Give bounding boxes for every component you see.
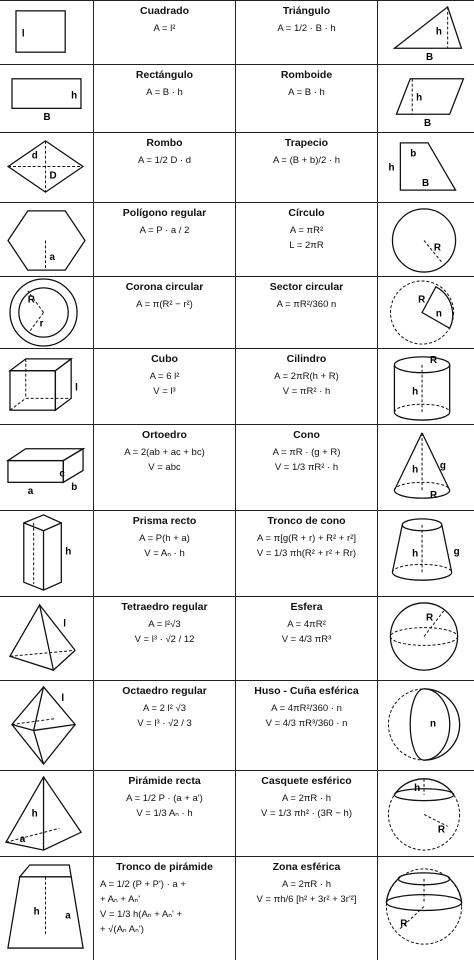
- formula: A = 1/2 P · (a + a'): [126, 793, 203, 804]
- shape-diagram: [378, 1, 474, 64]
- formula-cell-right: [236, 349, 378, 424]
- shape-diagram: [0, 597, 93, 680]
- formula-cell-left: [94, 203, 236, 276]
- svg-text:b: b: [410, 148, 417, 160]
- formula-cell-right: [236, 203, 378, 276]
- shape-diagram: [0, 1, 93, 64]
- svg-text:R: R: [429, 490, 438, 502]
- svg-text:l: l: [21, 28, 25, 40]
- svg-text:h: h: [71, 90, 78, 102]
- shape-name: Prisma recto: [132, 515, 197, 527]
- shape-diagram: [0, 203, 93, 276]
- formula: A = πR²: [289, 225, 324, 236]
- svg-text:R: R: [429, 354, 438, 366]
- formula: A = π(R² − r²): [136, 299, 193, 310]
- shape-diagram: [0, 425, 93, 510]
- formula: V = πR² · h: [282, 386, 331, 397]
- svg-text:R: R: [400, 918, 408, 930]
- svg-text:c: c: [59, 468, 65, 480]
- shape-name: Ortoedro: [142, 429, 187, 441]
- svg-text:l: l: [63, 618, 67, 630]
- svg-text:h: h: [65, 546, 72, 558]
- svg-text:h: h: [412, 548, 419, 560]
- formula: A = 1/2 D · d: [137, 155, 192, 166]
- formula-cell-left: [94, 65, 236, 132]
- formula-cell-right: [236, 857, 378, 960]
- formula: A = πR · (g + R): [272, 447, 341, 458]
- formula: V = l³ · √2 / 12: [134, 634, 195, 645]
- figure-right: [378, 681, 474, 770]
- figure-left: [0, 277, 94, 348]
- formula: A = 1/2 · B · h: [277, 23, 336, 34]
- formula-cell-right: [236, 681, 378, 770]
- shape-name: Pirámide recta: [128, 775, 201, 787]
- formula-cell-left: [94, 511, 236, 596]
- formula-cell-left: [94, 771, 236, 856]
- formula-cell-left: [94, 425, 236, 510]
- shape-name: Rectángulo: [135, 69, 194, 81]
- svg-text:h: h: [414, 782, 421, 794]
- formula-cell-right: [236, 1, 378, 64]
- svg-text:R: R: [433, 242, 442, 254]
- formula-cell-right: [236, 65, 378, 132]
- shape-diagram: [378, 203, 474, 276]
- shape-diagram: [0, 133, 93, 202]
- figure-left: [0, 1, 94, 64]
- shape-name: Sector circular: [269, 281, 344, 293]
- formula-cell-left: [94, 277, 236, 348]
- figure-right: [378, 203, 474, 276]
- svg-text:D: D: [49, 170, 57, 182]
- figure-right: [378, 65, 474, 132]
- shape-diagram: [0, 349, 93, 424]
- figure-left: [0, 349, 94, 424]
- formula: V = 4/3 πR³/360 · n: [265, 718, 348, 729]
- shape-diagram: [0, 511, 93, 596]
- formula-row: [0, 510, 474, 596]
- formula: A = P · a / 2: [139, 225, 190, 236]
- shape-diagram: [378, 597, 474, 680]
- figure-left: [0, 133, 94, 202]
- formula: A = l²: [153, 23, 176, 34]
- formula: A = 1/2 (P + P') · a +: [100, 879, 186, 890]
- figure-right: [378, 425, 474, 510]
- svg-text:b: b: [71, 482, 78, 494]
- figure-left: [0, 511, 94, 596]
- formula-cell-right: [236, 425, 378, 510]
- svg-text:h: h: [412, 386, 419, 398]
- figure-left: [0, 771, 94, 856]
- formula: A = 2 l² √3: [143, 703, 186, 714]
- shape-name: Círculo: [288, 207, 325, 219]
- shape-name: Romboide: [280, 69, 333, 81]
- figure-right: [378, 511, 474, 596]
- figure-right: [378, 597, 474, 680]
- formula: V = l³ · √2 / 3: [137, 718, 192, 729]
- formula: V = 1/3 πR² · h: [274, 462, 339, 473]
- svg-text:B: B: [424, 118, 432, 130]
- formula: V = abc: [148, 462, 181, 473]
- svg-text:l: l: [61, 692, 65, 704]
- svg-text:n: n: [429, 718, 437, 730]
- shape-diagram: [0, 771, 93, 856]
- formula-row: [0, 202, 474, 276]
- formula: V = 1/3 Aₙ · h: [136, 808, 193, 819]
- svg-text:d: d: [31, 150, 38, 162]
- shape-diagram: [378, 681, 474, 770]
- formula-row: [0, 276, 474, 348]
- formula: L = 2πR: [289, 240, 324, 251]
- svg-text:h: h: [435, 26, 442, 38]
- svg-text:n: n: [435, 308, 442, 320]
- formula: V = πh/6 [h² + 3r² + 3r'²]: [256, 894, 357, 905]
- formula-cell-right: [236, 597, 378, 680]
- shape-name: Trapecio: [284, 137, 329, 149]
- shape-diagram: [378, 425, 474, 510]
- shape-diagram: [0, 681, 93, 770]
- formula-cell-left: [94, 857, 236, 960]
- figure-left: [0, 857, 94, 960]
- svg-text:g: g: [453, 546, 460, 558]
- formula-row: [0, 856, 474, 960]
- figure-left: [0, 681, 94, 770]
- svg-text:B: B: [426, 52, 434, 64]
- svg-text:R: R: [426, 612, 434, 624]
- shape-name: Huso - Cuña esférica: [254, 685, 359, 697]
- shape-name: Esfera: [290, 601, 323, 613]
- figure-right: [378, 1, 474, 64]
- formula: A = 2πR · h: [281, 879, 332, 890]
- shape-name: Corona circular: [125, 281, 204, 293]
- formula: V = l³: [153, 386, 176, 397]
- formula: V = 4/3 πR³: [281, 634, 332, 645]
- formula: V = 1/3 πh² · (3R − h): [260, 808, 353, 819]
- shape-name: Tronco de cono: [267, 515, 346, 527]
- svg-text:h: h: [31, 808, 38, 820]
- formula-cell-right: [236, 277, 378, 348]
- figure-right: [378, 857, 474, 960]
- shape-name: Octaedro regular: [122, 685, 207, 697]
- formula-cell-left: [94, 681, 236, 770]
- svg-text:a: a: [65, 910, 71, 922]
- formula: V = 1/3 πh(R² + r² + Rr): [256, 548, 357, 559]
- svg-text:R: R: [418, 294, 426, 306]
- formula: A = (B + b)/2 · h: [272, 155, 341, 166]
- formula-row: [0, 132, 474, 202]
- formula-cell-left: [94, 597, 236, 680]
- svg-text:r: r: [39, 318, 44, 330]
- figure-left: [0, 203, 94, 276]
- formula-cell-left: [94, 349, 236, 424]
- svg-text:h: h: [412, 464, 419, 476]
- shape-name: Polígono regular: [122, 207, 207, 219]
- shape-name: Cono: [293, 429, 320, 441]
- svg-text:h: h: [416, 92, 423, 104]
- formula: V = Aₙ · h: [144, 548, 185, 559]
- svg-text:a: a: [19, 834, 26, 846]
- formula-row: [0, 424, 474, 510]
- formula: A = 2πR(h + R): [274, 371, 339, 382]
- svg-text:R: R: [27, 294, 35, 306]
- formula-row: [0, 0, 474, 64]
- svg-text:l: l: [75, 382, 78, 394]
- shape-diagram: [378, 511, 474, 596]
- formula: A = B · h: [288, 87, 325, 98]
- shape-name: Cilindro: [286, 353, 327, 365]
- formula-cell-right: [236, 133, 378, 202]
- svg-text:g: g: [439, 460, 446, 472]
- formula-row: [0, 770, 474, 856]
- formula-row: [0, 680, 474, 770]
- formula-cell-right: [236, 511, 378, 596]
- figure-right: [378, 349, 474, 424]
- svg-text:B: B: [43, 112, 51, 124]
- figure-left: [0, 65, 94, 132]
- shape-name: Casquete esférico: [261, 775, 352, 787]
- shape-name: Cuadrado: [139, 5, 189, 17]
- shape-diagram: [0, 65, 93, 132]
- formula: A = π[g(R + r) + R² + r²]: [257, 533, 356, 544]
- shape-diagram: [378, 349, 474, 424]
- shape-name: Tronco de pirámide: [116, 861, 213, 873]
- svg-text:R: R: [437, 824, 446, 836]
- formula-row: [0, 596, 474, 680]
- formula: A = B · h: [146, 87, 183, 98]
- formula: A = 6 l²: [149, 371, 180, 382]
- formula: V = 1/3 h(Aₙ + Aₙ' +: [100, 909, 183, 920]
- figure-left: [0, 597, 94, 680]
- shape-name: Triángulo: [282, 5, 331, 17]
- shape-diagram: [378, 133, 474, 202]
- formula-cell-left: [94, 1, 236, 64]
- formula: A = P(h + a): [139, 533, 190, 544]
- formula: A = l²√3: [148, 619, 181, 630]
- formula: A = 2πR · h: [281, 793, 332, 804]
- shape-diagram: [378, 771, 474, 856]
- shape-name: Zona esférica: [272, 861, 341, 873]
- shape-diagram: [378, 857, 474, 960]
- formula: + Aₙ + Aₙ': [100, 894, 141, 905]
- svg-text:a: a: [27, 486, 34, 498]
- formula-cell-left: [94, 133, 236, 202]
- figure-left: [0, 425, 94, 510]
- svg-text:h: h: [33, 906, 40, 918]
- svg-text:a: a: [49, 252, 55, 264]
- svg-text:B: B: [422, 178, 430, 190]
- shape-name: Cubo: [151, 353, 178, 365]
- formula: A = πR²/360 n: [276, 299, 337, 310]
- shape-name: Tetraedro regular: [121, 601, 208, 613]
- shape-diagram: [0, 277, 93, 348]
- shape-diagram: [378, 65, 474, 132]
- shape-diagram: [0, 857, 93, 960]
- formula: A = 2(ab + ac + bc): [124, 447, 205, 458]
- formula: A = 4πR²/360 · n: [271, 703, 342, 714]
- figure-right: [378, 277, 474, 348]
- figure-right: [378, 133, 474, 202]
- formula-row: [0, 64, 474, 132]
- formula-row: [0, 348, 474, 424]
- formula-cell-right: [236, 771, 378, 856]
- formula: A = 4πR²: [287, 619, 326, 630]
- shape-name: Rombo: [146, 137, 183, 149]
- svg-text:h: h: [388, 162, 395, 174]
- formula: + √(Aₙ Aₙ'): [100, 924, 144, 935]
- shape-diagram: [378, 277, 474, 348]
- figure-right: [378, 771, 474, 856]
